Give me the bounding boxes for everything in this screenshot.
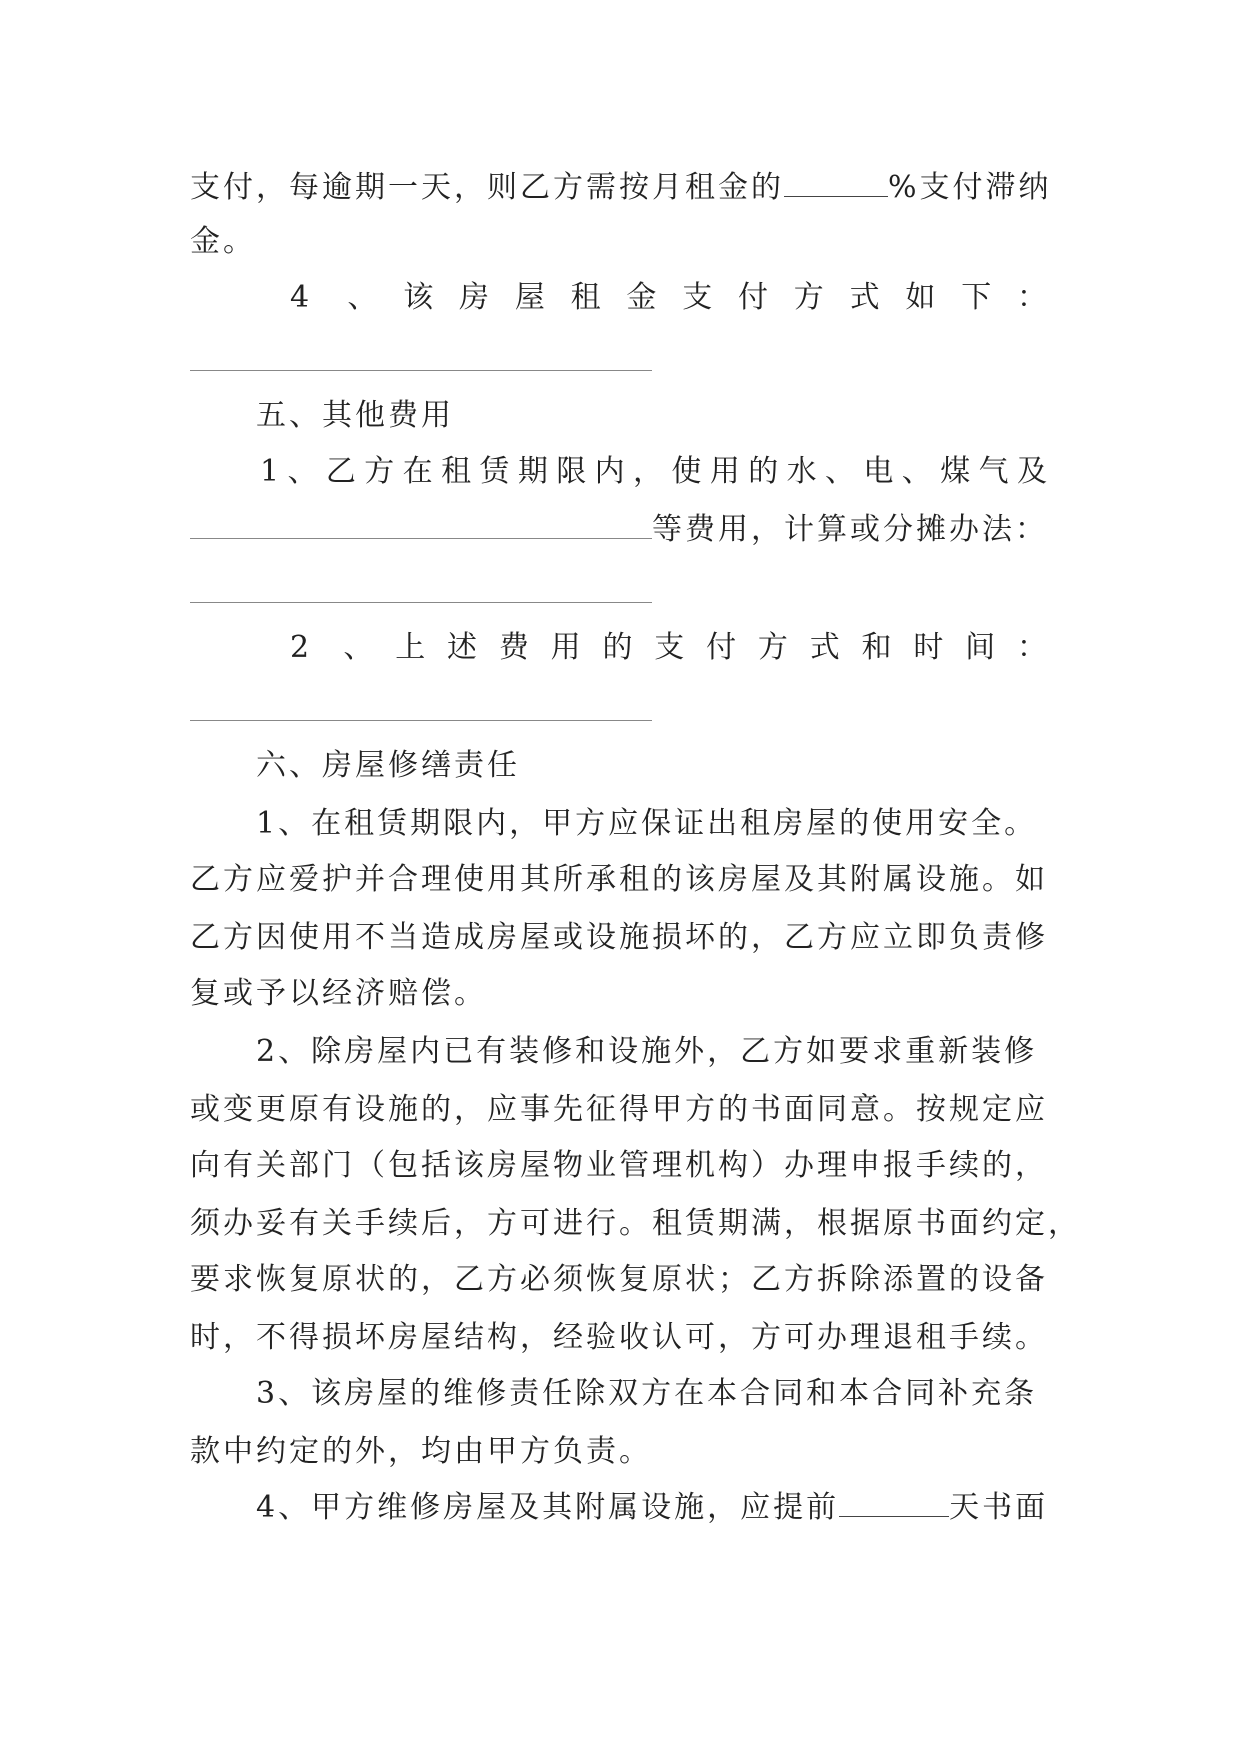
fill-in-line (190, 370, 652, 371)
text-line: 乙方应爱护并合理使用其所承租的该房屋及其附属设施。如 (190, 862, 1048, 897)
text-line: 4 、该房屋租金支付方式如下： (290, 280, 1050, 315)
text-line: 3、该房屋的维修责任除双方在本合同和本合同补充条 (256, 1376, 1038, 1411)
fill-in-blank (784, 170, 888, 197)
text-line: 等费用，计算或分摊办法： (190, 510, 1050, 550)
text-line: 4、甲方维修房屋及其附属设施，应提前 天书面 (256, 1490, 1049, 1525)
text-line: 要求恢复原状的，乙方必须恢复原状；乙方拆除添置的设备 (190, 1262, 1048, 1297)
text-line: 支付，每逾期一天，则乙方需按月租金的 %支付滞纳 (190, 170, 1052, 205)
text-line: 时，不得损坏房屋结构，经验收认可，方可办理退租手续。 (190, 1320, 1048, 1355)
text-line: 1、乙方在租赁期限内，使用的水、电、煤气及 (260, 454, 1050, 489)
section-title: 五、其他费用 (256, 398, 454, 433)
text-line: 乙方因使用不当造成房屋或设施损坏的，乙方应立即负责修 (190, 920, 1048, 955)
text-line: 2 、上述费用的支付方式和时间： (290, 630, 1050, 665)
text-line: 款中约定的外，均由甲方负责。 (190, 1434, 652, 1469)
fill-in-line (190, 602, 652, 603)
fill-in-blank (190, 512, 652, 539)
section-title: 六、房屋修缮责任 (256, 748, 520, 783)
fill-in-blank (839, 1490, 949, 1517)
text-line: 2、除房屋内已有装修和设施外，乙方如要求重新装修 (256, 1034, 1038, 1069)
fill-in-line (190, 720, 652, 721)
text-line: 向有关部门（包括该房屋物业管理机构）办理申报手续的， (190, 1148, 1048, 1183)
text-line: 金。 (190, 224, 256, 259)
text-line: 须办妥有关手续后，方可进行。租赁期满，根据原书面约定， (190, 1206, 1081, 1241)
text-line: 复或予以经济赔偿。 (190, 976, 487, 1011)
text-line: 1、在租赁期限内，甲方应保证出租房屋的使用安全。 (256, 806, 1038, 841)
text-line: 或变更原有设施的，应事先征得甲方的书面同意。按规定应 (190, 1092, 1048, 1127)
